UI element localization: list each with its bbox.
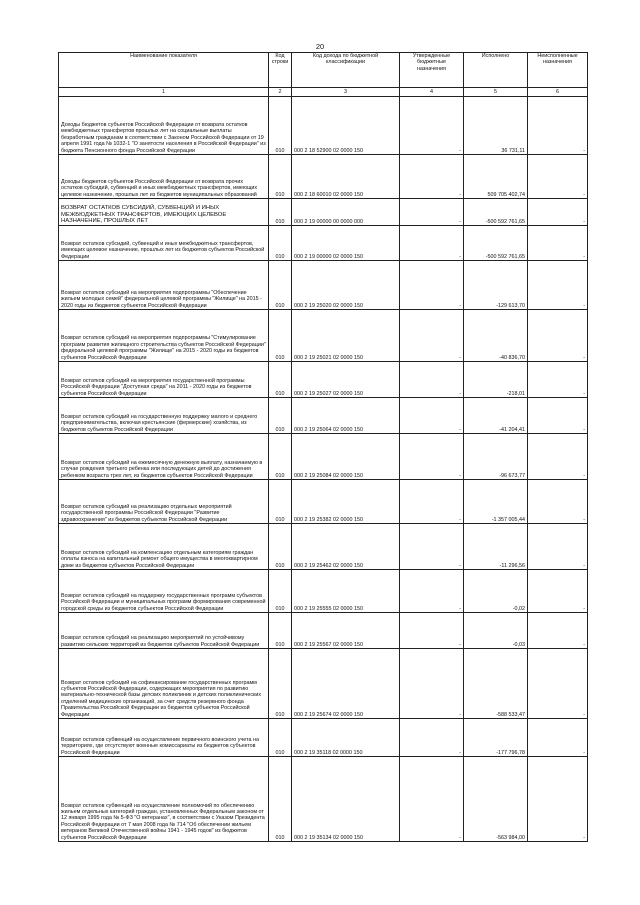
row-executed: -11 296,56 — [464, 524, 528, 570]
row-code: 010 — [269, 362, 292, 398]
row-executed: -177 796,78 — [464, 719, 528, 757]
row-not-executed: - — [528, 757, 588, 842]
table-row — [59, 97, 588, 155]
table-row — [59, 310, 588, 362]
table-row — [59, 757, 588, 842]
row-not-executed: - — [528, 199, 588, 226]
row-not-executed: - — [528, 480, 588, 524]
row-executed: -129 613,70 — [464, 261, 528, 310]
row-code: 010 — [269, 719, 292, 757]
row-approved: - — [400, 757, 464, 842]
row-kbk: 000 2 19 25020 02 0000 150 — [292, 261, 400, 310]
row-name: Возврат остатков субсидий на реализацию мероприятий по устойчивому развитию сельских территорий из бюджетов субъектов Российской Федерации — [59, 613, 269, 649]
row-not-executed: - — [528, 398, 588, 434]
row-code: 010 — [269, 524, 292, 570]
row-approved: - — [400, 613, 464, 649]
row-approved: - — [400, 362, 464, 398]
row-approved: - — [400, 199, 464, 226]
row-code: 010 — [269, 570, 292, 613]
row-not-executed: - — [528, 570, 588, 613]
row-code: 010 — [269, 226, 292, 261]
header-not-executed: Неисполненные назначения — [528, 53, 588, 88]
row-name: Возврат остатков субсидий на государственную поддержку малого и среднего предпринимательства, включая крестьянские (фермерские) хозяйства, из бюджетов субъектов Российской Федерации — [59, 398, 269, 434]
row-executed: -96 673,77 — [464, 434, 528, 480]
row-not-executed: - — [528, 613, 588, 649]
row-name: Доходы бюджетов субъектов Российской Федерации от возврата остатков межбюджетных трансфертов прошлых лет на социальные выплаты безработным гражданам в соответствии с Законом Российской Федерации от 19 апреля 1991 года № 1032-1 "О занятости населения в Российской Федерации" из бюджета Пенсионного фонда Российской Федерации — [59, 97, 269, 155]
row-approved: - — [400, 226, 464, 261]
column-number-row — [59, 88, 588, 97]
row-name: Возврат остатков субсидий на реализацию отдельных мероприятий государственной программы Российской Федерации "Развитие здравоохранения" из бюджетов субъектов Российской Федерации — [59, 480, 269, 524]
row-kbk: 000 2 19 25567 02 0000 150 — [292, 613, 400, 649]
row-code: 010 — [269, 199, 292, 226]
table-row — [59, 434, 588, 480]
table-row — [59, 398, 588, 434]
column-number: 5 — [464, 88, 528, 97]
table-row — [59, 570, 588, 613]
row-not-executed: - — [528, 649, 588, 719]
row-code: 010 — [269, 757, 292, 842]
header-name: Наименование показателя — [59, 53, 269, 88]
row-kbk: 000 2 19 00000 00 0000 000 — [292, 199, 400, 226]
row-kbk: 000 2 19 25382 02 0000 150 — [292, 480, 400, 524]
row-executed: -40 836,70 — [464, 310, 528, 362]
header-approved: Утвержденные бюджетные назначения — [400, 53, 464, 88]
row-name: Возврат остатков субсидий на мероприятия подпрограммы "Стимулирование программ развития жилищного строительства субъектов Российской Федерации" федеральной целевой программы "Жилище" на 2015 - 2020 годы из бюджетов субъектов Российской Федерации — [59, 310, 269, 362]
column-number: 4 — [400, 88, 464, 97]
row-approved: - — [400, 524, 464, 570]
row-kbk: 000 2 19 25021 02 0000 150 — [292, 310, 400, 362]
table-row — [59, 524, 588, 570]
table-row — [59, 155, 588, 199]
row-kbk: 000 2 19 25462 02 0000 150 — [292, 524, 400, 570]
row-approved: - — [400, 719, 464, 757]
table-row — [59, 719, 588, 757]
row-not-executed: - — [528, 524, 588, 570]
row-kbk: 000 2 19 25027 02 0000 150 — [292, 362, 400, 398]
table-row — [59, 613, 588, 649]
header-row — [59, 53, 588, 88]
row-approved: - — [400, 155, 464, 199]
row-not-executed: - — [528, 261, 588, 310]
row-executed: -218,01 — [464, 362, 528, 398]
row-executed: -1 357 005,44 — [464, 480, 528, 524]
row-code: 010 — [269, 310, 292, 362]
row-not-executed: - — [528, 155, 588, 199]
row-not-executed: - — [528, 362, 588, 398]
row-name: Возврат остатков субсидий на ежемесячную денежную выплату, назначаемую в случае рождения третьего ребенка или последующих детей до достижения ребенком возраста трех лет, из бюджетов субъектов Российской Федерации — [59, 434, 269, 480]
row-kbk: 000 2 19 00000 02 0000 150 — [292, 226, 400, 261]
row-not-executed: - — [528, 434, 588, 480]
column-number: 1 — [59, 88, 269, 97]
row-executed: -41 204,41 — [464, 398, 528, 434]
header-code: Код строки — [269, 53, 292, 88]
header-executed: Исполнено — [464, 53, 528, 88]
budget-revenue-table — [58, 52, 588, 842]
row-approved: - — [400, 480, 464, 524]
row-code: 010 — [269, 613, 292, 649]
row-executed: -0,03 — [464, 613, 528, 649]
column-number: 3 — [292, 88, 400, 97]
table-row — [59, 480, 588, 524]
row-name: Возврат остатков субсидий на мероприятия подпрограммы "Обеспечение жильем молодых семей" федеральной целевой программы "Жилище" на 2015 - 2020 годы из бюджетов субъектов Российской Федерации — [59, 261, 269, 310]
row-approved: - — [400, 434, 464, 480]
table-row — [59, 226, 588, 261]
row-executed: 36 731,11 — [464, 97, 528, 155]
row-kbk: 000 2 18 52900 02 0000 150 — [292, 97, 400, 155]
row-name: ВОЗВРАТ ОСТАТКОВ СУБСИДИЙ, СУБВЕНЦИЙ И ИНЫХ МЕЖБЮДЖЕТНЫХ ТРАНСФЕРТОВ, ИМЕЮЩИХ ЦЕЛЕВОЕ НАЗНАЧЕНИЕ, ПРОШЛЫХ ЛЕТ — [59, 199, 269, 226]
row-code: 010 — [269, 155, 292, 199]
row-executed: -0,02 — [464, 570, 528, 613]
row-name: Возврат остатков субсидий на поддержку государственных программ субъектов Российской Федерации и муниципальных программ формирования современной городской среды из бюджетов субъектов Российской Федерации — [59, 570, 269, 613]
row-approved: - — [400, 310, 464, 362]
row-kbk: 000 2 19 25555 02 0000 150 — [292, 570, 400, 613]
row-executed: -500 592 761,65 — [464, 199, 528, 226]
row-kbk: 000 2 19 25084 02 0000 150 — [292, 434, 400, 480]
row-code: 010 — [269, 480, 292, 524]
row-code: 010 — [269, 97, 292, 155]
row-kbk: 000 2 19 25064 02 0000 150 — [292, 398, 400, 434]
header-kbk: Код дохода по бюджетной классификации — [292, 53, 400, 88]
column-number: 2 — [269, 88, 292, 97]
row-name: Возврат остатков субсидий на софинансирование государственных программ субъектов Российской Федерации, содержащих мероприятия по развитию материально-технической базы детских поликлиник и детских поликлинических отделений медицинских организаций, за счет средств резервного фонда Правительства Российской Федерации из бюджетов субъектов Российской Федерации — [59, 649, 269, 719]
row-kbk: 000 2 18 60010 02 0000 150 — [292, 155, 400, 199]
row-code: 010 — [269, 649, 292, 719]
row-approved: - — [400, 649, 464, 719]
table-row — [59, 649, 588, 719]
table-row — [59, 261, 588, 310]
table-row — [59, 199, 588, 226]
table-row — [59, 362, 588, 398]
row-name: Возврат остатков субсидий на компенсацию отдельным категориям граждан оплаты взноса на капитальный ремонт общего имущества в многоквартирном доме из бюджетов субъектов Российской Федерации — [59, 524, 269, 570]
row-name: Доходы бюджетов субъектов Российской Федерации от возврата прочих остатков субсидий, субвенций и иных межбюджетных трансфертов, имеющих целевое назначение, прошлых лет из бюджетов муниципальных образований — [59, 155, 269, 199]
row-kbk: 000 2 19 35118 02 0000 150 — [292, 719, 400, 757]
row-code: 010 — [269, 398, 292, 434]
row-code: 010 — [269, 261, 292, 310]
row-kbk: 000 2 19 35134 02 0000 150 — [292, 757, 400, 842]
row-approved: - — [400, 570, 464, 613]
row-approved: - — [400, 398, 464, 434]
row-kbk: 000 2 19 25674 02 0000 150 — [292, 649, 400, 719]
row-name: Возврат остатков субсидий, субвенций и иных межбюджетных трансфертов, имеющих целевое назначение, прошлых лет из бюджетов субъектов Российской Федерации — [59, 226, 269, 261]
row-approved: - — [400, 97, 464, 155]
row-executed: -588 533,47 — [464, 649, 528, 719]
row-not-executed: - — [528, 310, 588, 362]
row-executed: -563 984,00 — [464, 757, 528, 842]
row-not-executed: - — [528, 97, 588, 155]
row-executed: 509 705 402,74 — [464, 155, 528, 199]
row-approved: - — [400, 261, 464, 310]
row-name: Возврат остатков субвенций на осуществление полномочий по обеспечению жильем отдельных категорий граждан, установленных Федеральным законом от 12 января 1995 года № 5-ФЗ "О ветеранах", в соответствии с Указом Президента Российской Федерации от 7 мая 2008 года № 714 "Об обеспечении жильем ветеранов Великой Отечественной войны 1941 - 1945 годов" из бюджетов субъектов Российской Федерации — [59, 757, 269, 842]
row-code: 010 — [269, 434, 292, 480]
row-not-executed: - — [528, 719, 588, 757]
row-not-executed: - — [528, 226, 588, 261]
row-executed: -500 592 761,65 — [464, 226, 528, 261]
row-name: Возврат остатков субсидий на мероприятия государственной программы Российской Федерации "Доступная среда" на 2011 - 2020 годы из бюджетов субъектов Российской Федерации — [59, 362, 269, 398]
row-name: Возврат остатков субвенций на осуществление первичного воинского учета на территориях, где отсутствуют военные комиссариаты из бюджетов субъектов Российской Федерации — [59, 719, 269, 757]
page-number: 20 — [315, 42, 325, 51]
column-number: 6 — [528, 88, 588, 97]
